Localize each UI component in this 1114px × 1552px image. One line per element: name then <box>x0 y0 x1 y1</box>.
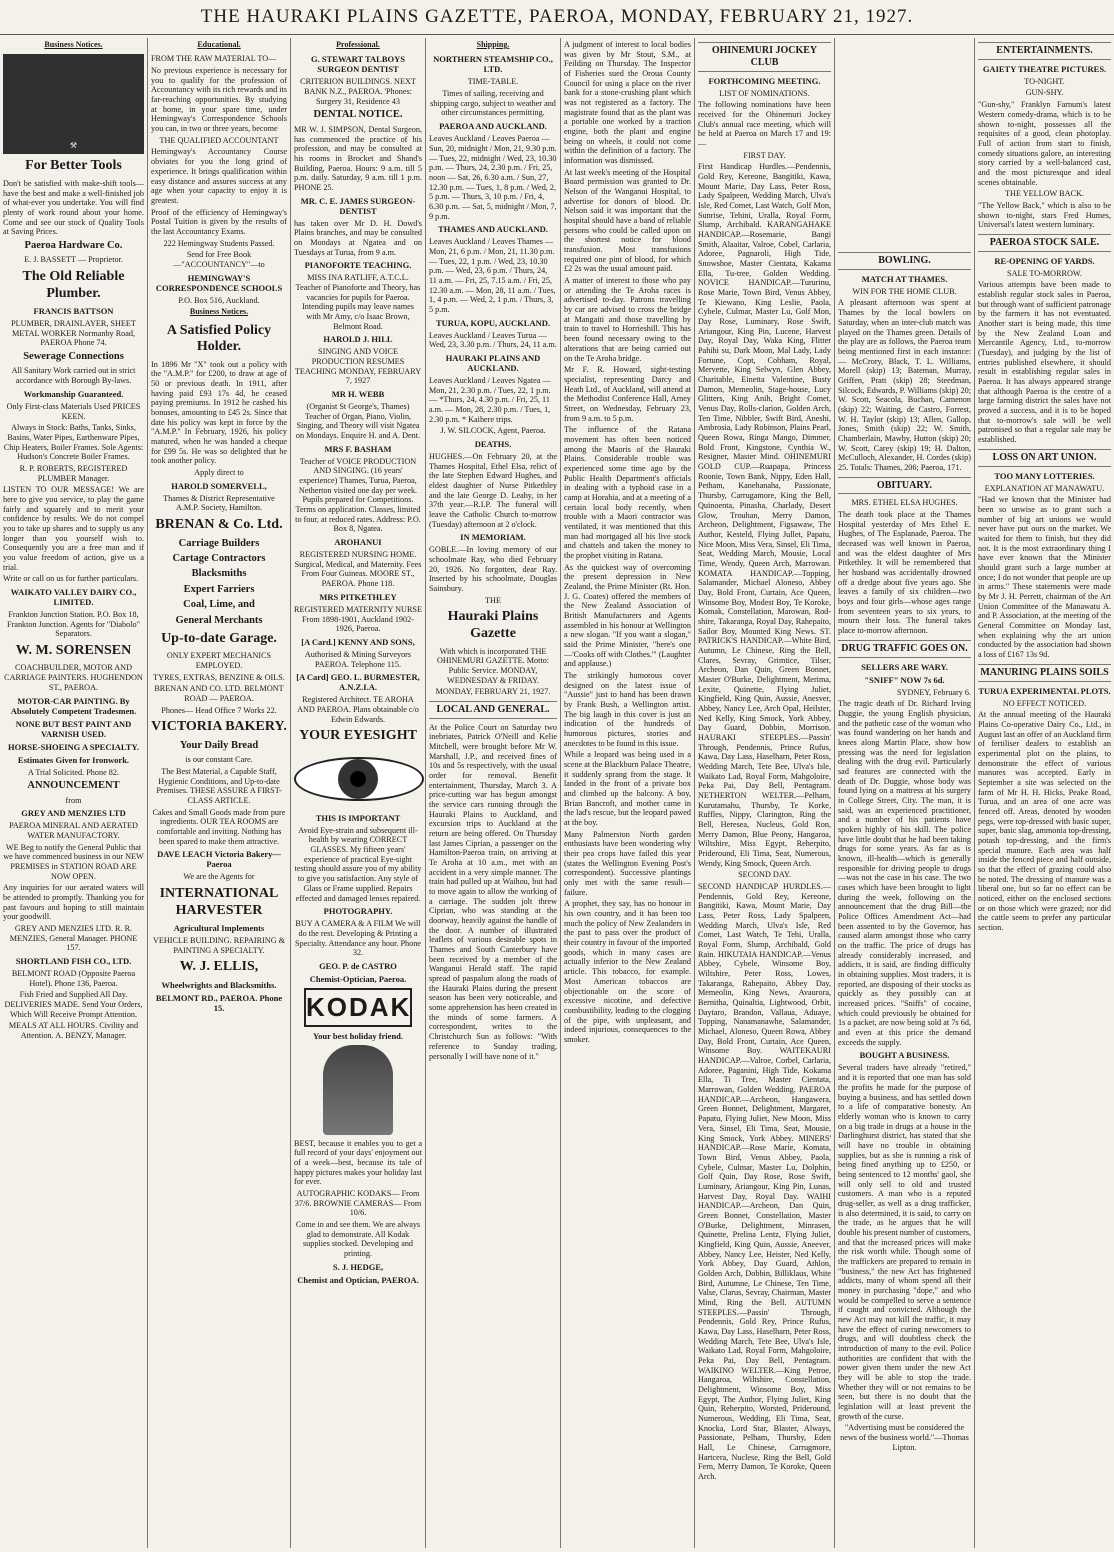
card-name: G. STEWART TALBOYS SURGEON DENTIST <box>311 54 405 75</box>
ad-text: Wheelwrights and Blacksmiths. <box>161 980 277 990</box>
edu-text: Hemingway's Accountancy Course obviates for you the long grind of experience. It brings qualification within easy distance and assures success at any age when your capacity to enjoy it is greatest. <box>151 147 287 205</box>
ad-text: Only First-class Materials Used PRICES KEEN. <box>6 401 141 421</box>
section-title: ENTERTAINMENTS. <box>978 42 1111 60</box>
page-masthead: THE HAURAKI PLAINS GAZETTE, PAEROA, MONDAY, FEBRUARY 21, 1927. <box>0 6 1114 35</box>
ad-line: Coal, Lime, and <box>183 599 255 611</box>
ad-line: Cartage Contractors <box>172 553 266 565</box>
ad-title: BRENAN & Co. Ltd. <box>155 517 283 533</box>
notice-text: HUGHES.—On February 20, at the Thames Hospital, Ethel Elsa, relict of the late Stephen Edward Hughes, and eldest daughter of Nurse Pitkethley and the late George D. Leahy, in her 37th year.—R.I.P. The funeral will leave the Catholic Church to-morrow (Tuesday) afternoon at 2 o'clock. <box>429 452 557 529</box>
section-sub: FIRST DAY. <box>743 150 786 160</box>
article-text: A judgment of interest to local bodies was given by Mr Stout, S.M., at Feilding on Thursday. The Inspector of Fisheries sued the Oroua County Council for using a place on the river bank for a stone-crushing plant which was not registered as a factory. The magistrate found that as the plant was a portable one worked by a traction engine, both the plant and engine being on wheels, it could not come within the definition of a factory. The information was dismissed. <box>564 40 691 166</box>
ad-text: PAEROA MINERAL AND AERATED WATER MANUFACTORY. <box>9 821 138 840</box>
section-sub: NO EFFECT NOTICED. <box>1002 698 1087 708</box>
shipping-times: Leaves Auckland / Leaves Thames — Mon, 21, 6 p.m. / Mon, 21, 11.30 p.m. — Tues, 22, 1 p.m. / Wed, 23, 10.30 p.m. — Wed, 23, 6 p.m. / Thurs, 24, 11 a.m. — Fri, 25, 7.15 a.m. / Fri, 25, 12.30 a.m. — Mon, 28, 11 a.m. / Tues, 1, 4 p.m. — Wed, 2, 1 p.m. / Thurs, 3, 5 p.m. <box>429 237 556 314</box>
section-title: BOWLING. <box>838 252 971 270</box>
ad-title: The Old Reliable Plumber. <box>22 269 125 301</box>
section-sub: MATCH AT THAMES. <box>861 273 948 284</box>
section-title: IN MEMORIAM. <box>460 532 526 543</box>
column-entertainments <box>975 38 1114 1548</box>
ad-name: SHORTLAND FISH CO., LTD. <box>15 956 132 967</box>
ad-title: INTERNATIONAL HARVESTER <box>159 886 279 918</box>
gazette-date: MONDAY, FEBRUARY 21, 1927. <box>435 687 551 697</box>
article-text: A prophet, they say, has no honour in his own country, and it has been too much the policy of New Zealanders in the past to pass over the product of their country in favour of the imported goods, which in many cases are actually inferior to the New Zealand article. This tobacco, for example. Most American tobaccos are objectionable on the score of excessive nicotine, and defective combustibility, leading to the clogging of the pipe, with unpleasant, and indeed injurious, consequences to the smoker. <box>564 899 691 1044</box>
shipping-route: HAURAKI PLAINS AND AUCKLAND. <box>445 352 541 373</box>
ad-title: YOUR EYESIGHT <box>299 728 417 744</box>
card-name: MRS F. BASHAM <box>324 443 392 454</box>
card-text: REGISTERED MATERNITY NURSE From 1898-1901, Auckland 1902-1926, Paeroa. <box>294 604 422 634</box>
section-title: OBITUARY. <box>838 477 971 495</box>
column-bowling-drugs <box>835 38 975 1548</box>
article-text: At last week's meeting of the Hospital Board permission was granted to Dr. Nelson of the Wanganui Hospital, to advertise for donors of blood. Dr. Nelson said it was important that the hospital should have a band of reliable persons who could be called upon on the shortest notice for blood transfusion. Most transfusions required one pint of blood, for which £2 2s was the usual amount paid. <box>564 167 691 274</box>
ad-text: Cakes and Small Goods made from pure ingredients. OUR TEA ROOMS are comfortable and inviting. Nothing has been spared to make them attractive. <box>152 807 286 846</box>
ad-subtitle: Agricultural Implements <box>173 923 265 934</box>
section-sub: SECOND DAY. <box>738 870 791 880</box>
ad-address: BELMONT RD., PAEROA. Phone 15. <box>155 993 283 1014</box>
ad-subtitle: HORSE-SHOEING A SPECIALTY. <box>8 741 139 752</box>
section-title: DEATHS. <box>474 439 512 450</box>
article-text: A matter of interest to those who pay or attending the Te Aroha races is advertised to-day. Patrons travelling by car are advised to cross the bridge at Mangaiti and those travelling by train to travel to Horrieshill. This has been found necessary owing to the alterations that are being carried out on the Te Aroha bridge. <box>564 276 691 363</box>
eye-icon <box>294 749 424 809</box>
edu-text: Proof of the efficiency of Hemingway's Postal Tuition is given by the results of the last Accountancy Exams. <box>151 207 287 236</box>
column-header: Business Notices. <box>44 40 103 49</box>
ad-text: BUY A CAMERA & A FILM We will do the rest. Developing & Printing a Specialty. Attendance any hour. Phone 32. <box>295 919 421 958</box>
ad-name: Paeroa Hardware Co. <box>24 239 123 251</box>
card-name: MR. C. E. JAMES SURGEON-DENTIST <box>300 195 416 216</box>
column-business-notices <box>0 38 148 1548</box>
column-header: Professional. <box>336 40 380 49</box>
ad-name: Chemist-Optician, Paeroa. <box>309 973 407 984</box>
card-text: Authorised & Mining Surveyors PAEROA. Telephone 115. <box>304 649 412 669</box>
section-sub: TURUA EXPERIMENTAL PLOTS. <box>978 685 1111 696</box>
edu-school: HEMINGWAY'S CORRESPONDENCE SCHOOLS <box>155 272 283 293</box>
gazette-pre: THE <box>485 595 501 605</box>
shipping-sub: TIME-TABLE. <box>467 77 519 87</box>
card-title: PIANOFORTE TEACHING. <box>304 260 412 271</box>
column-header: Business Notices. <box>189 307 249 317</box>
craftsman-illustration <box>3 54 144 154</box>
notice-text: GOBLE.—In loving memory of our schoolmate Ray, who died February 20, 1926. No forgotten, dear Ray. Inserted by his schoolmate, Douglas Sainsbury. <box>429 545 557 594</box>
section-title: LOSS ON ART UNION. <box>978 449 1111 467</box>
ad-text: All Sanitary Work carried out in strict accordance with Borough By-laws. <box>11 366 136 386</box>
article-text: SECOND HANDICAP HURDLES.—Pendennis, Gold Rey, Kereone, Bangitiki, Kawa, Mount Marie, Day Lass, Peter Ross, Lady Spalpeen, Wedding March, Ulva's Isle, Red Comet, Last Watch, Te Tehi, Uralla, Royal Form, Slump, Archibald, Gold Rain. HIKUTAIA HANDICAP.—Venus Abbey, Cybele, Winsome Boy, Wiltshire, Peter Ross, Lowes, Takaranga, Rahepaito, Abbey Day, Memeolin, King News, Avaurora, Bernitha, Quinaltia, Lightwood, Orbit, Daytaro, Brandon, Vallaua, Aduaye, Topping, Nanamanawhe, Salamander, Michael, Aloneso, Queen Rowa, Abbey Day, Bold Front, Curtain, Ace Queen, Winsome Boy. WAITEKAURI HANDICAP.—Valroe, Corbel, Carlaria, Adoree, Paganini, High Tide, Kokama Ella, Ti Tree, Master Cientata, Marrowan, Golden Wedding. PAEROA HANDICAP.—Archeon, Hangawera, Green Bonnet, Delightment, Margaret, Papatu, Flying Juliet, New Moon, Miss Vera, Sinsel, Eli Tima, Seat, Mousie, King Smock, York Abbey. MINERS' HANDICAP.—Rose Marie, Komata, Town Bird, Venus Abbey, Paola, Cybele, Culmar, Master Lu, Dolphin, Golf Quin, Day Rose, Rose Swift, Luminary, Ariangour, King Pin, Lunas, Harvest Day, Royal Day. WAIHI HANDICAP.—Archeon, Dan Quin, Green Bonnet, Constellation, Master O'Burke, Delightment, Minrasen, Quinette, Prelina Lentz, Flying Juliet, Kingfield, King Quin, Aussie, Aneever, Abbey, Nancy Lee, Heister, Ned Kelly, York Abbey, Day Guard, Athlon, Golden Arch, Dobbin, Billiklaus, White Bird, Autumne, Le Chinese, Ten Time, Valse, Clarus, Sevray, Chairman, Master Mind, Ring the Bell. AUTUMN STEEPLES.—Passin' Through, Pendennis, Gold Rey, Prince Rufus, Kawa, Day Lass, Haselharn, Peter Ross, Wedding March, Tete Bee, Ulva's Isle, Waikato Lad, Royal Form, Mahgoloire, Peka Pai, Day Bell, Pentagram. WAIKINO WELTER.—King Petroe, Hangaroa, Wiltshire, Constellation, Delightment, Winsome Boy, Miss Egypt, The Author, Flying Juliet, King Quin, Reherpito, Worsted, Prideround, Numerous, Wedding, Eli Tima, Seat, Knocka, Lord Star, Blaster, Always, Passionate, Pelham, Thursby, Eden Hall, Le Chinese, Carrugmore, Hartcera, Nuclese, Ring the Bell, Gold Fern, Merry Damon, Te Koroke, Queen Arch. <box>698 882 831 1482</box>
card-name: MRS PITKETHLEY <box>319 591 397 602</box>
ad-subtitle: Your Daily Bread <box>179 739 259 751</box>
card-name: HAROLD J. HILL <box>323 334 393 345</box>
article-text: First Handicap Hurdles.—Pendennis, Gold Rey, Kereone, Bangitiki, Kawa, Mount Marie, Day Lass, Peter Ross, Lady Spalpeen, Wedding March, Ulva's Isle, Red Comet, Last Watch, Golf Mon, Sunrise, Tehini, Uralla, Royal Form, Slump, Archibald. KARANGAHAKE HANDICAP.—Rosemarie, Bangi Smith, Alaaitar, Valroe, Cobel, Carlaria, Adoree, Pagnaroli, High Tide, Snowshoe, Master Cientata, Kakama Ella, Tu-tree, Golden Wedding. NOVICE HANDICAP.—Tururinu, Rose Marie, Town Bird, Venus Abbey, Te Kiewano, King Leslie, Paola, Cybele, Culmar, Master Lu, Golf Mon, Day Rose, Luminary, Rose Swift, Ariangour, King Pin, Lucene, Harvest Day, Royal Day, Waka King, Flitter Pahihi su, Dark Moon, Mal Lady, Lady Fortune, Copt, Cobham, Royal, Mervette, King Selwyn, Glen Abbey, Charitable, Einetta Valentine, Busty Damon, Memeolin, Stage-house, Lucy Glitters, King Anih, Bright Comet, Venus Day, Rolls-clarion, Golden Arch, Ten Time, Nibbler, Swift Bird, Aneshi, Ambrosia, Lady Robinson, Plains Pearl, Queen Rowa, Ringa Mango, Dimmer, Bold Front, Kingstone, Cynthia W., Resigner, Master Mind. OHINEMURI GOLD CUP.—Ruapapa, Princess Roonie, Town Bank, Nippy, Eden Hall, Petham, Kanehanaha, Passionate, Thursby, Carrugamore, King the Bell, Quinoenta, Pinasha, Charlady, Desert Glow, Trouhan, Merry Damon, Archeon, Delightment, Figsawaw, The Author, Kesteld, Flying Jullet, Papatu, Nice Moon, Miss Vera, Sinsel, Eli Tima, Seat, Wedding March, Mousie, Local Time, Wendy, Queen Arch, Marrowan. KOMATA HANDICAP.—Topping, Salamander, Michael Aloneso, Abbey Day, Bold Front, Curtain, Ace Queen, Winsome Boy, Modest Boy, Te Koroke, Komak, Constellation, Marowan, Rod-shire, Takaranga, Royal Day, Rahepaito, Sailor Boy, Mounted King News. ST. PATRICK'S HANDICAP.—White Bird, Autumn, Le Chinese, Ring the Bell, Clares, Sevray, Grimtice, Tilser, Archeon, Dan Quin, Green Bonnet, Master O'Burke, Delightment, Merima, Lexite, Quinette, Flying Juliet, Kingfield, King Quin, Aussie, Anesver, Abbey, Nancy Lee, Arch Opal, Heilster, Ned Kelly, King Smock, York Abbey, Day Guard, Dobbin, Morrison. HAURAKI STEEPLES.—Passin' Through, Pendennis, Prince Rufus, Kawa, Day Lass, Haselharn, Peter Ross, Wedding March, Tete Bee, Ulva's Isle, Waikato Lad, Royal Form, Mahgoloire, Peka Pai, Day Bell, Pentagram. NETHERTON WELTER.—Pelham, Kurutamahu, Thursby, Te Korke, Ruffles, Nippy, Clarington, Ring the Bell, Heresea, Nucleus, Gold Ron, Merry Damon, Blue Peony, Hangaroa, Wiltshire, Miss Egypt, Reherpito, Prideround, Eli Tima, Seat, Numerous, Wendy, King Smock, Queen Arch. <box>698 162 831 868</box>
ad-text: Always in Stock: Baths, Tanks, Sinks, Basins, Water Pipes, Earthenware Pipes, Chip Heaters, Boiler Frames. Sole Agents: Hudson's Concrete Boiler Frames. <box>3 423 144 462</box>
section-sub: "SNIFF" NOW 7s 6d. <box>864 674 945 685</box>
section-title: MANURING PLAINS SOILS <box>978 664 1111 682</box>
ad-subtitle: Up-to-date Garage. <box>161 630 277 646</box>
ad-text: Apply direct to <box>194 468 244 478</box>
tools-icon: ⚒ <box>69 141 78 150</box>
ad-name: WAIKATO VALLEY DAIRY CO., LIMITED. <box>10 586 137 607</box>
ad-name: S. J. HEDGE, <box>332 1261 384 1272</box>
card-text: Registered Architect. TE AROHA AND PAEROA. Plans obtainable c/o Edwin Edwards. <box>297 695 419 724</box>
article-text: "Had we known that the Minister had been so unwise as to grant such a number of big art unions we would never have put ours on the market. We waited for them to finish, but they did not. It is the most extraordinary thing I have ever known that the Minister should grant such a large number at once; I do not wonder that people are up in arms." These statements were made by Mr J. H. Perrett, chairman of the Art Union Committee of the Manawatu A. and P. Association, at the meeting of the General Committee on Monday last, when explaining why the art union conducted by the association had shown a loss of £167 13s 9d. <box>978 495 1111 660</box>
section-sub: TO-NIGHT. <box>1024 76 1065 86</box>
ad-text: The Best Material, a Capable Staff, Hygienic Conditions, and Up-to-date Premises. THESE ASSURE A FIRST-CLASS ARTICLE. <box>156 767 282 806</box>
section-title: PAEROA STOCK SALE. <box>978 234 1111 252</box>
edu-text: FROM THE RAW MATERIAL TO— <box>151 54 277 64</box>
ad-subtitle: Your best holiday friend. <box>312 1030 404 1041</box>
section-sub: FORTHCOMING MEETING. <box>708 75 821 86</box>
quote: "Advertising must be considered the news of the business world."—Thomas Lipton. <box>840 1423 969 1452</box>
kodak-logo: KODAK <box>304 988 412 1027</box>
ad-text: Avoid Eye-strain and subsequent ill-health by wearing CORRECT GLASSES. My fifteen years' experience of practical Eye-sight testing should assure you of my ability to give you satisfaction. Any style of Glass or Frame supplied. Repairs effected and damaged lenses repaired. <box>294 825 422 903</box>
card-text: SINGING AND VOICE PRODUCTION RESUMES TEACHING MONDAY, FEBRUARY 7, 1927 <box>294 347 422 386</box>
section-sub: GAIETY THEATRE PICTURES. <box>982 63 1107 74</box>
edu-text: No previous experience is necessary for you to qualify for the profession of Accountancy with its rich rewards and its far-reaching opportunities. By studying at home, in your spare time, under Hemingway's Correspondence Schools you can, in two or three years, become <box>151 66 287 134</box>
card-text: (Organist St George's, Thames) Teacher of Organ, Piano, Violin, Singing, and Theory will visit Ngatea on Mondays. Enquire H. and A. Dent. <box>295 402 421 441</box>
ad-text: We are the Agents for <box>183 872 255 882</box>
ad-name: W. J. ELLIS, <box>179 959 259 975</box>
ad-title: ANNOUNCEMENT <box>27 780 120 792</box>
section-title: LOCAL AND GENERAL. <box>429 701 557 719</box>
section-sub: SELLERS ARE WARY. <box>861 661 948 672</box>
section-title: DRUG TRAFFIC GOES ON. <box>838 640 971 658</box>
shipping-route: PAEROA AND AUCKLAND. <box>439 121 547 132</box>
ad-text: COACHBUILDER, MOTOR AND CARRIAGE PAINTERS. HUGHENDON ST., PAEROA. <box>4 663 143 692</box>
ad-name: HAROLD SOMERVELL, <box>171 480 267 491</box>
column-professional <box>291 38 426 1548</box>
article-text: "The Yellow Back," which is also to be shown to-night, stars Fred Humes, Universal's latest western luminary. <box>978 200 1111 230</box>
edu-text: THE QUALIFIED ACCOUNTANT <box>159 135 279 145</box>
ad-title: A Satisfied Policy Holder. <box>166 322 272 355</box>
article-text: A pleasant afternoon was spent at Thames by the local bowlers on Saturday, when an inter-club match was played on the Thames green. Details of the play are as follows, the Paeroa team being mentioned first in each instance:— McCrory, Black, T. L. Williams, Morell (skip) 13; Bateman, Murray, Griffen, Pratt (skip) 28; Steedman, Silcock, Edwards, P. Williams (skip) 20; W. Scott, Seacola, Buchan, Camenon (skip) 22; Waiting, de Castro, Forrest, W. H. Taylor (skip) 13; Allen, Gallop, Jones, Smith (skip) 22; W. Smith, Chamberlain, Mawby, Hutton (skip) 20; W. Scott, Carey (skip) 19; H. Dalton, McCulloch, Alexander, H. Cordes (skip) 25. Totals: Thames, 206; Paeroa, 171. <box>838 298 971 472</box>
ad-text: PLUMBER, DRAINLAYER, SHEET METAL WORKER Normanby Road, PAEROA Phone 74. <box>11 319 136 348</box>
ad-phones: Phones— Head Office 7 Works 22. <box>161 705 277 715</box>
ad-text: VEHICLE BUILDING. REPAIRING & PAINTING A SPECIALTY. <box>152 936 286 955</box>
article-text: While a leopard was being used in a scene at the Blackburn Palace Theatre, it suddenly sprang from the stage. It landed in the front of a private box and climbed up the balcony. A boy, Brian Bancroft, and mother came in the lad's rescue, but the leopard pawed at the boy. <box>564 750 691 828</box>
ad-text: BEST, because it enables you to get a full record of your days' enjoyment out of a week—best, because its tale of happy pictures makes your holiday last for ever. <box>294 1138 423 1187</box>
article-text: The death took place at the Thames Hospital yesterday of Mrs Ethel E. Hughes, of The Esplanade, Paeroa. The deceased was well known in Paeroa, and was the eldest daughter of Mrs Pitkethley. It will be remembered that her husband was accidentally drowned off a dredge about five years ago. She leaves a family of six children—two boys and four girls—whose ages range from seventeen years to six years, to mourn their loss. The funeral takes place to-morrow afternoon. <box>838 510 971 636</box>
dateline: SYDNEY, February 6. <box>897 687 971 697</box>
section-sub: LIST OF NOMINATIONS. <box>719 88 810 98</box>
card-text: REGISTERED NURSING HOME. Surgical, Medical, and Maternity. Fees From Four Guineas. MOORE ST., PAEROA. Phone 118. <box>294 550 422 589</box>
ad-address: BRENAN AND CO. LTD. BELMONT ROAD — PAEROA. <box>154 684 284 704</box>
ad-subtitle: Workmanship Guaranteed. <box>23 388 124 399</box>
section-sub: EXPLANATION AT MANAWATU. <box>984 483 1105 493</box>
edu-text: 222 Hemingway Students Passed. <box>163 238 275 248</box>
shipping-route: THAMES AND AUCKLAND. <box>438 224 548 235</box>
ad-text: TYRES, EXTRAS, BENZINE & OILS. <box>153 672 285 682</box>
ad-subtitle: Estimates Given for Ironwork. <box>17 754 130 765</box>
article-text: At the Police Court on Saturday two inebriates, Patrick O'Neill and Kelie Mitchell, were brought before Mr W. Marshall, J.P., and received fines of 10s and 5s respectively, with the usual order for removal. Benefit entertainment, Thursday, March 3. A price-cutting war has begun amongst the service cars running through the Hauraki Plains to Auckland, and excursion trips to Auckland at the return are being offered. On Thursday last James Ciprian, a passenger on the Hamilton-Paeroa train, on arriving at Te Aroha at 10 a.m., met with an accident in a very simple manner. The train had pulled up at Waihou, but had to move again to allow the working of a carriage. The sudden jolt threw Ciprian, who was standing at the doorway, heavily against the handle of the door. A number of illustrated leaflets of various desirable spots in Thames and South Canterbury have been received by a member of the Wanganui Herald staff. The rapid spread of paspalum along the roads of the Hauraki Plains during the present season has been very noticeable, and some apprehension has been created in the minds of some farmers. A correspondent, writes to the Christchurch Sun as follows: "With reference to Sunday trading, personally I will have none of it." <box>429 722 557 1061</box>
gazette-sub: With which is incorporated THE OHINEMURI GAZETTE. Motto: Public Service. MONDAY, WEDNESDAY & FRIDAY. <box>436 646 550 685</box>
article-text: The strikingly humorous cover designed on the latest issue of "Aussie" just to hand has been drawn by Frank Bush, a Wellington artist. The big laugh in this cover is just an indication of the hundreds of humorous pictures, stories and anecdotes to be found in this issue. <box>564 671 691 748</box>
ad-text: Come in and see them. We are always glad to demonstrate. All Kodak supplies stocked. Developing and printing. <box>295 1219 421 1258</box>
ad-text: Don't be satisfied with make-shift tools—have the best and make a well-finished job of what-ever you undertake. You will find plenty of work round about your home. Come and see our stock of Quality Tools at Saving Prices. <box>3 178 144 237</box>
card-text: has taken over Mr D. H. Dowd's Plains branches, and may be consulted on Mondays at Ngatea and on Tuesdays at Turua, from 9 a.m. <box>294 218 422 257</box>
section-sub: TOO MANY LOTTERIES. <box>994 470 1095 481</box>
ad-text: Fish Fried and Supplied All Day. DELIVERIES MADE. Send Your Orders, Which Will Receive Prompt Attention. <box>4 990 143 1019</box>
shipping-times: Leaves Auckland / Leaves Ngatea — Mon, 21, 2.30 p.m. / Tues, 22, 1 p.m. — *Thurs, 24, 4.30 p.m. / Fri, 25, 11 a.m. — Mon, 28, 2.30 p.m. / Tues, 1, 2.30 p.m. * Kaihere trips. <box>429 376 551 424</box>
section-sub: SALE TO-MORROW. <box>1007 268 1082 278</box>
card-name: AROHANUI <box>334 537 382 548</box>
ad-text: Write or call on us for further particulars. <box>3 574 139 584</box>
column-jockey-club <box>695 38 835 1548</box>
ad-sign: GREY AND MENZIES LTD. R. R. MENZIES, General Manager. PHONE 157. <box>9 924 138 953</box>
article-text: Many Palmerston North garden enthusiasts have been wondering why their pea crops have failed this year (states the Wellington Evening Post's correspondent). Successive plantings only met with the same result—failure. <box>564 829 691 897</box>
column-educational <box>148 38 291 1548</box>
article-text: The influence of the Ratana movement has often been noticed among the Maoris of the Hauraki Plains. Considerable trouble was experienced some time ago by the Public Health Department's officials in dealing with a typhoid case in a camp at Horahia, and at a meeting of a certain local body recently, when trouble with a Maori contractor was ventilated, it was mentioned that this man had mortgaged all his live stock and chattels and taken the money to the prophet visiting in Ratana. <box>564 425 691 560</box>
section-sub: THE YELLOW BACK. <box>1005 189 1084 199</box>
ad-subtitle: MOTOR-CAR PAINTING. By Absolutely Competent Tradesmen. <box>10 695 137 716</box>
edu-text: Send for Free Book—"ACCOUNTANCY"—to <box>173 250 265 269</box>
ad-name: GREY AND MENZIES LTD <box>21 808 126 819</box>
ad-subtitle: PHOTOGRAPHY. <box>323 906 393 917</box>
column-header: Shipping. <box>476 40 510 49</box>
ad-title: VICTORIA BAKERY. <box>151 719 287 735</box>
ad-text: ONLY EXPERT MECHANICS EMPLOYED. <box>166 651 272 671</box>
article-text: At the annual meeting of the Hauraki Plains Co-operative Dairy Co., Ltd., in August last an offer of an Auckland firm of fertiliser dealers to establish an experimental plot on the plains, to demonstrate the effect of various manures was accepted. Early in September a site was selected on the farm of Mr H. H. Hicks, Peake Road, Turua, and an area of one acre was fenced off. Areas, denoted by wooden pegs, were top-dressed with basic super, super, basic slag, ammonia top-dressing, potash top-dressing, and the firm's special manure. Each area was half inside the fenced piece and half outside, so that the effect of grazing could also be noted. The dressing of manure was a liberal one, but so far no effect can be noticed, either on the enclosed sections or on those which were grazed; nor did the cattle seem to prefer any particular section. <box>978 710 1111 932</box>
edu-address: P.O. Box 516, Auckland. <box>178 295 260 305</box>
ad-subtitle: NONE BUT BEST PAINT AND VARNISH USED. <box>15 718 132 739</box>
ad-text: A Trial Solicited. Phone 82. <box>28 767 119 777</box>
ad-name: Chemist and Optician, PAEROA. <box>297 1274 419 1285</box>
ad-text: MEALS AT ALL HOURS. Civility and Attention. A. BENZY, Manager. <box>8 1021 139 1041</box>
article-text: Various attempts have been made to establish regular stock sales in Paeroa, but through want of sufficient patronage by the farmers it has not eventuated. Another start is being made, this time by the New Zealand Loan and Mercantile Agency, Ltd., to-morrow (Tuesday), and judging by the list of entries published elsewhere, it should result in establishing regular sales in Paeroa. It has always appeared strange that although Paeroa is the centre of a large farming district the sales have not proved a success, and it is to be hoped that to-morrow's sale will be well patronised so that a regular sale may be established. <box>978 280 1111 445</box>
ad-line: Carriage Builders <box>178 537 260 549</box>
shipping-company: NORTHERN STEAMSHIP CO., LTD. <box>433 54 553 75</box>
article-text: The following nominations have been received for the Ohinemuri Jockey Club's annual race meeting, which will be held at Paeroa on March 17 and 19:— <box>698 100 831 148</box>
gazette-title: Hauraki Plains Gazette <box>447 609 539 641</box>
article-text: Mr F. R. Howard, sight-testing specialist, representing Darcy and Heath Ltd., of Auckland, will attend at the Methodist Conference Hall, Arney Street, on Wednesday, February 23, from 9 a.m. to 5 p.m. <box>564 365 691 423</box>
column-local-news <box>561 38 695 1548</box>
card-name: [A Card] GEO. L. BURMESTER, A.N.Z.I.A. <box>296 672 420 693</box>
shipping-route: TURUA, KOPU, AUCKLAND. <box>435 317 551 328</box>
ad-proprietor: E. J. BASSETT — Proprietor. <box>24 255 123 265</box>
card-text: MR W. J. SIMPSON, Dental Surgeon, has commenced the practice of his profession, and may be consulted at his rooms in Brocket and Shand's Building, Paeroa. Hours: 9 a.m. till 5 p.m. daily. Saturday, 9 a.m. till 1 p.m. PHONE 25. <box>294 124 422 192</box>
ad-title: For Better Tools <box>25 158 122 174</box>
shipping-times: Leaves Auckland / Leaves Turua — Wed, 23, 3.30 p.m. / Thurs, 24, 11 a.m. <box>429 330 557 350</box>
article-text: The tragic death of Dr. Richard Irving Duggie, the young English physician, and the pathetic case of the woman who was found wandering on her hands and knees along Martin Place, show how pressing was the need for legislation dealing with the drug evil. Particularly sad features are connected with the death of Dr. Duggie, whose body was found lying on a mattress at his surgery in College Street, City. The man, it is said, was an experienced practitioner, and a number of his patients have spoken highly of his skill. The police have little doubt that he had been taking drugs for some years. As far as is known, ill-health—which is generally responsible for driving people to drugs—was not the case in his case. The two cases which have been brought to light during the week, following on the announcement that the drug Bill—the Police Offices Amendment Act—had been assented to by the Governor, has caused alarm amongst those who carry on the traffic. The price of drugs has already considerably increased, and addicts, it is said, are finding difficulty in obtaining supplies. Most traders, it is reported, are disposing of their stocks as quickly as they possibly can at increased prices. "Sniffs" of cocaine, which could previously be obtained for 1s a packet, are now being sold at 7s 6d, and even at this price the demand exceeds the supply. <box>838 699 971 1047</box>
article-text: "Gun-shy," Franklyn Farnum's latest Western comedy-drama, which is to be shown to-night, possesses all the requisites of a good, clean photoplay. Full of action from start to finish, comedy situations galore, an interesting story carried by a well-balanced cast, and the most picturesque and ideal scenes obtainable. <box>978 100 1111 187</box>
ad-text: In 1896 Mr "X" took out a policy with the "A.M.P." for £200, to draw at age of 50 or previous death. In 1911, after having paid £93 17s 4d, he ceased paying premiums. In 1912 he cashed his bonuses, amounting to £45 2s. Since that date his policy was kept in force by the "A.M.P." In February, 1926, his policy matured, when he was handed a cheque for £99 5s. He was so delighted that he took another policy. <box>151 359 287 466</box>
ad-subtitle: THIS IS IMPORTANT <box>315 812 401 823</box>
ad-line: General Merchants <box>175 614 263 626</box>
section-sub: MRS. ETHEL ELSA HUGHES. <box>851 498 958 508</box>
article-text: As the quickest way of overcoming the present depression in New Zealand, the Prime Minister (Rt. Hon. J. G. Coates) offered the members of the New Zealand Association of British Manufacturers and Agents assembled in his honour at Wellington a new slogan. "If you want a slogan," said the Prime Minister, "here's one—'Cooks off with Clothes.'" (Laughter and applause.) <box>564 562 691 669</box>
continued-race-list <box>838 38 971 248</box>
ad-text: from <box>65 795 82 805</box>
section-sub: RE-OPENING OF YARDS. <box>994 255 1095 266</box>
card-title: DENTAL NOTICE. <box>313 109 403 121</box>
section-title: OHINEMURI JOCKEY CLUB <box>698 42 831 72</box>
ad-text: BELMONT ROAD (Opposite Paeroa Hotel). Phone 136, Paeroa. <box>11 969 136 988</box>
card-name: [A Card.] KENNY AND SONS, <box>301 636 415 647</box>
shipping-text: Times of sailing, receiving and shipping cargo, subject to weather and other circumstances permitting. <box>430 89 556 118</box>
card-text: MISS INA RATLIFF, A.T.C.L. Teacher of Pianoforte and Theory, has vacancies for pupils for Paeroa. Intending pupils may leave names with Mr Amy, c/o Isaac Brown, Belmont Road. <box>295 273 421 331</box>
ad-text: is our constant Care. <box>185 755 253 765</box>
section-sub: GUN-SHY. <box>1025 88 1064 98</box>
ad-text: WE Beg to notify the General Public that we have commenced business in our NEW PREMISES in STATION ROAD ARE NOW OPEN. <box>3 842 144 881</box>
card-text: Teacher of VOICE PRODUCTION AND SINGING. (16 years' experience) Thames, Turua, Paeroa, Netherton visited one day per week. Pupils prepared for Competitions. Terms on application. Classes, limited to four, at reduced rates. Address: P.O. Box 8, Ngatea. <box>295 456 421 534</box>
ad-address: Thames & District Representative A.M.P. Society, Hamilton. <box>163 493 275 513</box>
ad-line: Blacksmiths <box>191 568 247 580</box>
ad-address: Frankton Junction Station. P.O. Box 18, Frankton Junction. Agents for "Diabolo" Separators. <box>7 609 140 639</box>
section-sub: WIN FOR THE HOME CLUB. <box>852 286 957 296</box>
column-header: Educational. <box>197 40 241 49</box>
ad-manager: R. P. ROBERTS, REGISTERED PLUMBER Manager. <box>19 463 128 483</box>
section-sub: BOUGHT A BUSINESS. <box>859 1050 950 1061</box>
card-name: MR H. WEBB <box>331 389 385 400</box>
card-text: CRITERION BUILDINGS. NEXT BANK N.Z., PAEROA. 'Phones: Surgery 31, Residence 43 <box>300 77 416 106</box>
ad-sign: DAVE LEACH Victoria Bakery—Paeroa <box>157 849 281 870</box>
ad-name: FRANCIS BATTSON <box>33 306 114 317</box>
column-shipping <box>426 38 561 1548</box>
ad-text: AUTOGRAPHIC KODAKS— From 37/6. BROWNIE CAMERAS— From 10/6. <box>294 1188 422 1218</box>
ad-line: Expert Farriers <box>183 583 255 595</box>
woman-with-camera-icon <box>323 1045 393 1135</box>
ad-text: LISTEN TO OUR MESSAGE! We are here to give you service, to play the game fairly and squarely and to merit your confidence by results. We do not compel you to take up shares and to supply us any longer than you yourself wish to. Consequently you are a free man and if you value freedom of action, give us a trial. <box>3 485 144 572</box>
article-text: Several traders have already "retired," and it is reported that one man has sold the profits he made for the purpose of buying a business, and has settled down to a life of comparative honesty. An elderly woman who is known to carry on a big trade in drugs at a house in the Darlinghurst district, has stated that she will have no trouble in obtaining supplies, but as she is running a risk of being fined anything up to £250, or being sentenced to 12 months' gaol, she will only sell to old and trusted customers. A man who is a reputed drug-seller, as well as a drug trafficker, is also determined, it is said, to carry on the trade, as he argues that he will double his present number of customers, and that the increased prices will make the risk worth while. Though some of the traffickers are prepared to remain in "business," the new Act has frightened addicts, many of whom spend all their money in purchasing "dope," and who would be compelled to serve a sentence if caught and convicted. Although the new Act may not kill the traffic, it may have the effect of curing newcomers to drugs, and will doubtless check the introduction of many to the evil. Police authorities are confident that with the power given them under the new Act they will be able to stop the trade. Whether they will or not remains to be seen, but there is no doubt that the legislation will at least prevent the growth of the curse. <box>838 1063 971 1421</box>
ad-text: Any inquiries for our aerated waters will be attended to promptly. Thanking you for past favours and hoping to still maintain your goodwill. <box>3 883 144 922</box>
ad-name: W. M. SORENSEN <box>15 642 132 658</box>
shipping-times: Leaves Auckland / Leaves Paeroa — Sun, 20, midnight / Mon, 21, 9.30 p.m. — Tues, 22, midnight / Wed, 23, 10.30 p.m. — Thurs, 24, 2.30 p.m. / Fri, 25, noon — Sat, 26, 6.30 a.m. / Sun, 27, 12.30 p.m. — Tues, 1, 8 p.m. / Wed, 2, 5 p.m. — Thurs, 3, 10 p.m. / Fri, 4, 6.30 p.m. — Sat, 5, midnight / Mon, 7, 9 p.m. <box>429 134 557 221</box>
ad-subtitle: Sewerage Connections <box>23 351 124 363</box>
ad-name: GEO. P. de CASTRO <box>319 960 397 971</box>
shipping-agent: J. W. SILCOCK, Agent, Paeroa. <box>440 426 546 436</box>
